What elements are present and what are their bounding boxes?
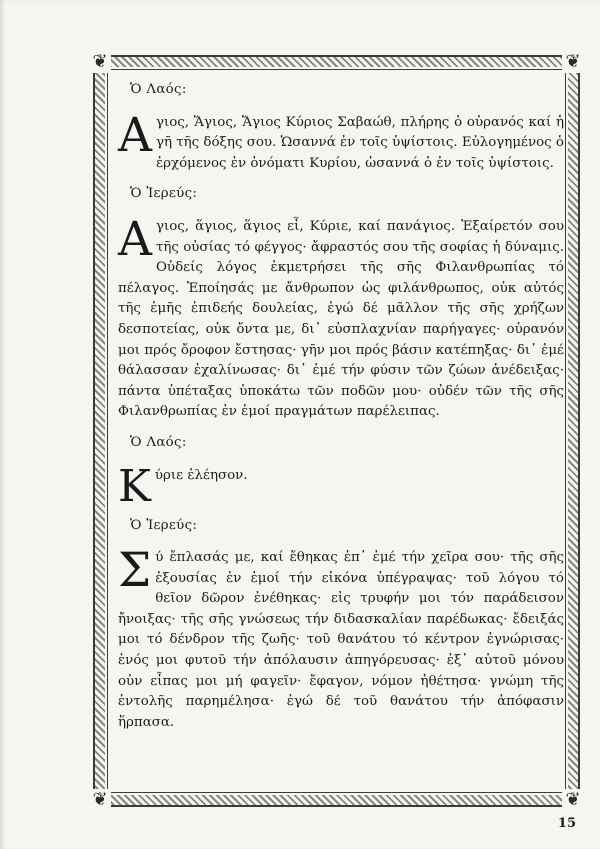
liturgical-text bbox=[118, 74, 564, 741]
page-number: 15 bbox=[557, 816, 576, 831]
corner-ornament-icon: ❦ bbox=[562, 51, 584, 73]
speaker-label: Ὁ Λαός: bbox=[130, 434, 187, 450]
speaker-label: Ὁ Ἱερεύς: bbox=[130, 186, 198, 202]
paragraph-text: γιος, ἅγιος, ἅγιος εἶ, Κύριε, καί πανάγιος. Ἐξαίρετόν σου τῆς οὐσίας τό φέγγος· ἄφραστός σου τῆς σοφίας ἡ δύναμις. Οὐδείς λόγος ἐκμετρήσει τῆς σῆς Φιλανθρωπίας τό πέλαγος. Ἐποίησάς με ἄνθρωπον ὡς φιλάνθρωπος, οὐκ αὐτός τῆς ἐμῆς ἐπιδεής δουλείας, ἐγώ δέ μᾶλλον τῆς σῆς χρήζων δεσποτείας, οὐκ ὄντα με, δι᾿ εὐσπλαχνίαν παρήγαγες· οὐρανόν μοι πρός ὄροφον ἔστησας· γῆν μοι πρός βάσιν κατέπηξας· δι᾿ ἐμέ θάλασσαν ἐχαλίνωσας· δι᾿ ἐμέ τήν φύσιν τῶν ζώων ἀνέδειξας· πάντα ὑπέταξας ὑποκάτω τῶν ποδῶν μου· οὐδέν τῶν τῆς σῆς Φιλανθρωπίας ἐν ἐμοί πραγμάτων παρέλειπας. bbox=[118, 218, 564, 420]
corner-ornament-icon: ❦ bbox=[89, 51, 111, 73]
drop-cap: Σ bbox=[118, 543, 152, 599]
paragraph bbox=[118, 543, 564, 733]
paragraph bbox=[118, 211, 564, 423]
drop-cap: Κ bbox=[118, 460, 151, 512]
corner-ornament-icon: ❦ bbox=[562, 789, 584, 811]
drop-cap: Α bbox=[118, 107, 152, 163]
speaker-label: Ὁ Ἱερεύς: bbox=[130, 517, 198, 533]
paragraph bbox=[118, 107, 564, 175]
drop-cap: Α bbox=[118, 211, 152, 267]
paragraph-text: ύ ἔπλασάς με, καί ἔθηκας ἐπ᾿ ἐμέ τήν χεῖρα σου· τῆς σῆς ἐξουσίας ἐν ἐμοί τήν εἰκόνα ὑπέγραψας· τοῦ λόγου τό θεῖον δῶρον ἐνέθηκας· εἰς τρυφήν μοι τόν παράδεισον ἤνοιξας· τῆς σῆς γνώσεως τήν διδασκαλίαν παρέδωκας· ἔδειξάς μοι τό δένδρον τῆς ζωῆς· τοῦ θανάτου τό κέντρον ἐγνώρισας· ἑνός μοι φυτοῦ τήν ἀπόλαυσιν ἀπηγόρευσας· ἐξ᾿ αὐτοῦ μόνου οὐν εἶπας μοι μή φαγεῖν· ἔφαγον, νόμον ἠθέτησα· γνώμη τῆς ἐντολῆς παρημέλησα· ἐγώ δέ τοῦ θανάτου τήν ἀπόφασιν ἥρπασα. bbox=[118, 550, 564, 730]
paragraph bbox=[118, 460, 564, 512]
speaker-label: Ὁ Λαός: bbox=[130, 82, 187, 97]
paragraph-text: ύριε ἐλέησον. bbox=[154, 467, 248, 483]
corner-ornament-icon: ❦ bbox=[89, 789, 111, 811]
paragraph-text: γιος, Ἅγιος, Ἅγιος Κύριος Σαβαώθ, πλήρης ὁ οὐρανός καί ἡ γῆ τῆς δόξης σου. Ὡσαννά ἐν τοῖς ὑψίστοις. Εὐλογημένος ὁ ἐρχόμενος ἐν ὀνόματι Κυρίου, ὡσαννά ὁ ἐν τοῖς ὑψίστοις. bbox=[155, 114, 564, 171]
